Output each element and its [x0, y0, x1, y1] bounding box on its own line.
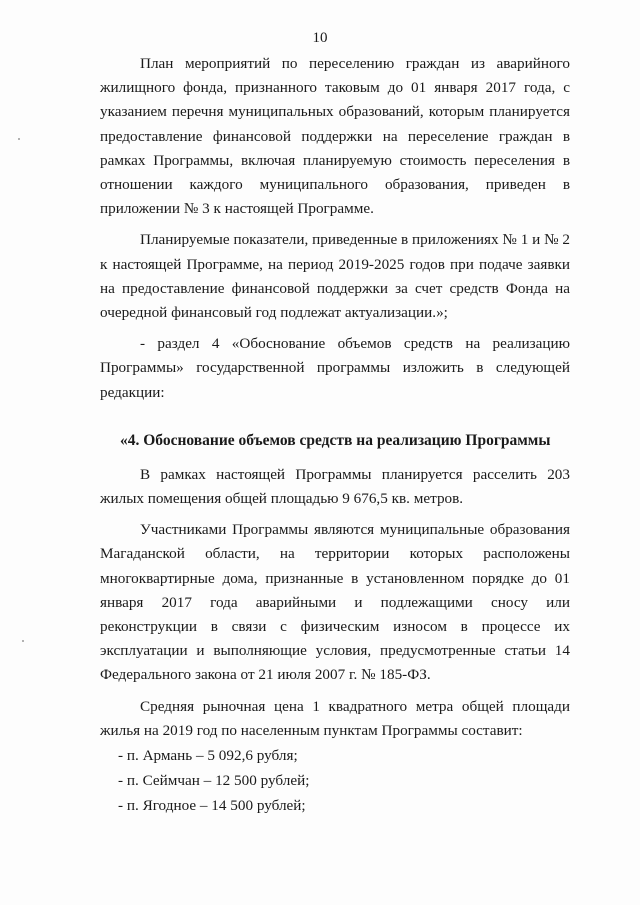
- paragraph-planned-indicators: Планируемые показатели, приведенные в приложениях № 1 и № 2 к настоящей Программе, на период 2019-2025 годов при подаче заявки на предоставление финансовой поддержки за счет средств Фонда на очередной финансовый год подлежат актуализации.»;: [100, 231, 570, 322]
- page-number: 10: [312, 30, 328, 46]
- paragraph-relocation-plan: План мероприятий по переселению граждан из аварийного жилищного фонда, признанного таковым до 01 января 2017 года, с указанием перечня муниципальных образований, которым планируется предоставление финансовой поддержки на переселение граждан в рамках Программы, включая планируемую стоимость переселения в отношении каждого муниципального образования, приведен в приложении № 3 к настоящей Программе.: [100, 55, 570, 218]
- list-item: - п. Армань – 5 092,6 рубля;: [118, 747, 298, 765]
- price-list: [100, 743, 570, 818]
- paragraph-planned-relocation: В рамках настоящей Программы планируется расселить 203 жилых помещения общей площадью 9 676,5 кв. метров.: [100, 465, 570, 508]
- section-heading: «4. Обоснование объемов средств на реализацию Программы: [120, 431, 551, 449]
- document-body: [100, 52, 570, 818]
- scan-speck: [18, 138, 20, 140]
- list-item: - п. Ягодное – 14 500 рублей;: [118, 797, 306, 815]
- paragraph-program-participants: Участниками Программы являются муниципальные образования Магаданской области, на территории которых расположены многоквартирные дома, признанные в установленном порядке до 01 января 2017 года аварийными и подлежащими сносу или реконструкции в связи с физическим износом в процессе их эксплуатации и выполняющие условия, предусмотренные статьи 14 Федерального закона от 21 июля 2007 г. № 185-ФЗ.: [100, 521, 570, 684]
- paragraph-section-amendment: - раздел 4 «Обоснование объемов средств на реализацию Программы» государственной программы изложить в следующей редакции:: [100, 335, 570, 401]
- list-item: - п. Сеймчан – 12 500 рублей;: [118, 772, 310, 790]
- scan-speck: [22, 640, 24, 642]
- paragraph-average-price: Средняя рыночная цена 1 квадратного метра общей площади жилья на 2019 год по населенным пунктам Программы составит:: [100, 697, 570, 739]
